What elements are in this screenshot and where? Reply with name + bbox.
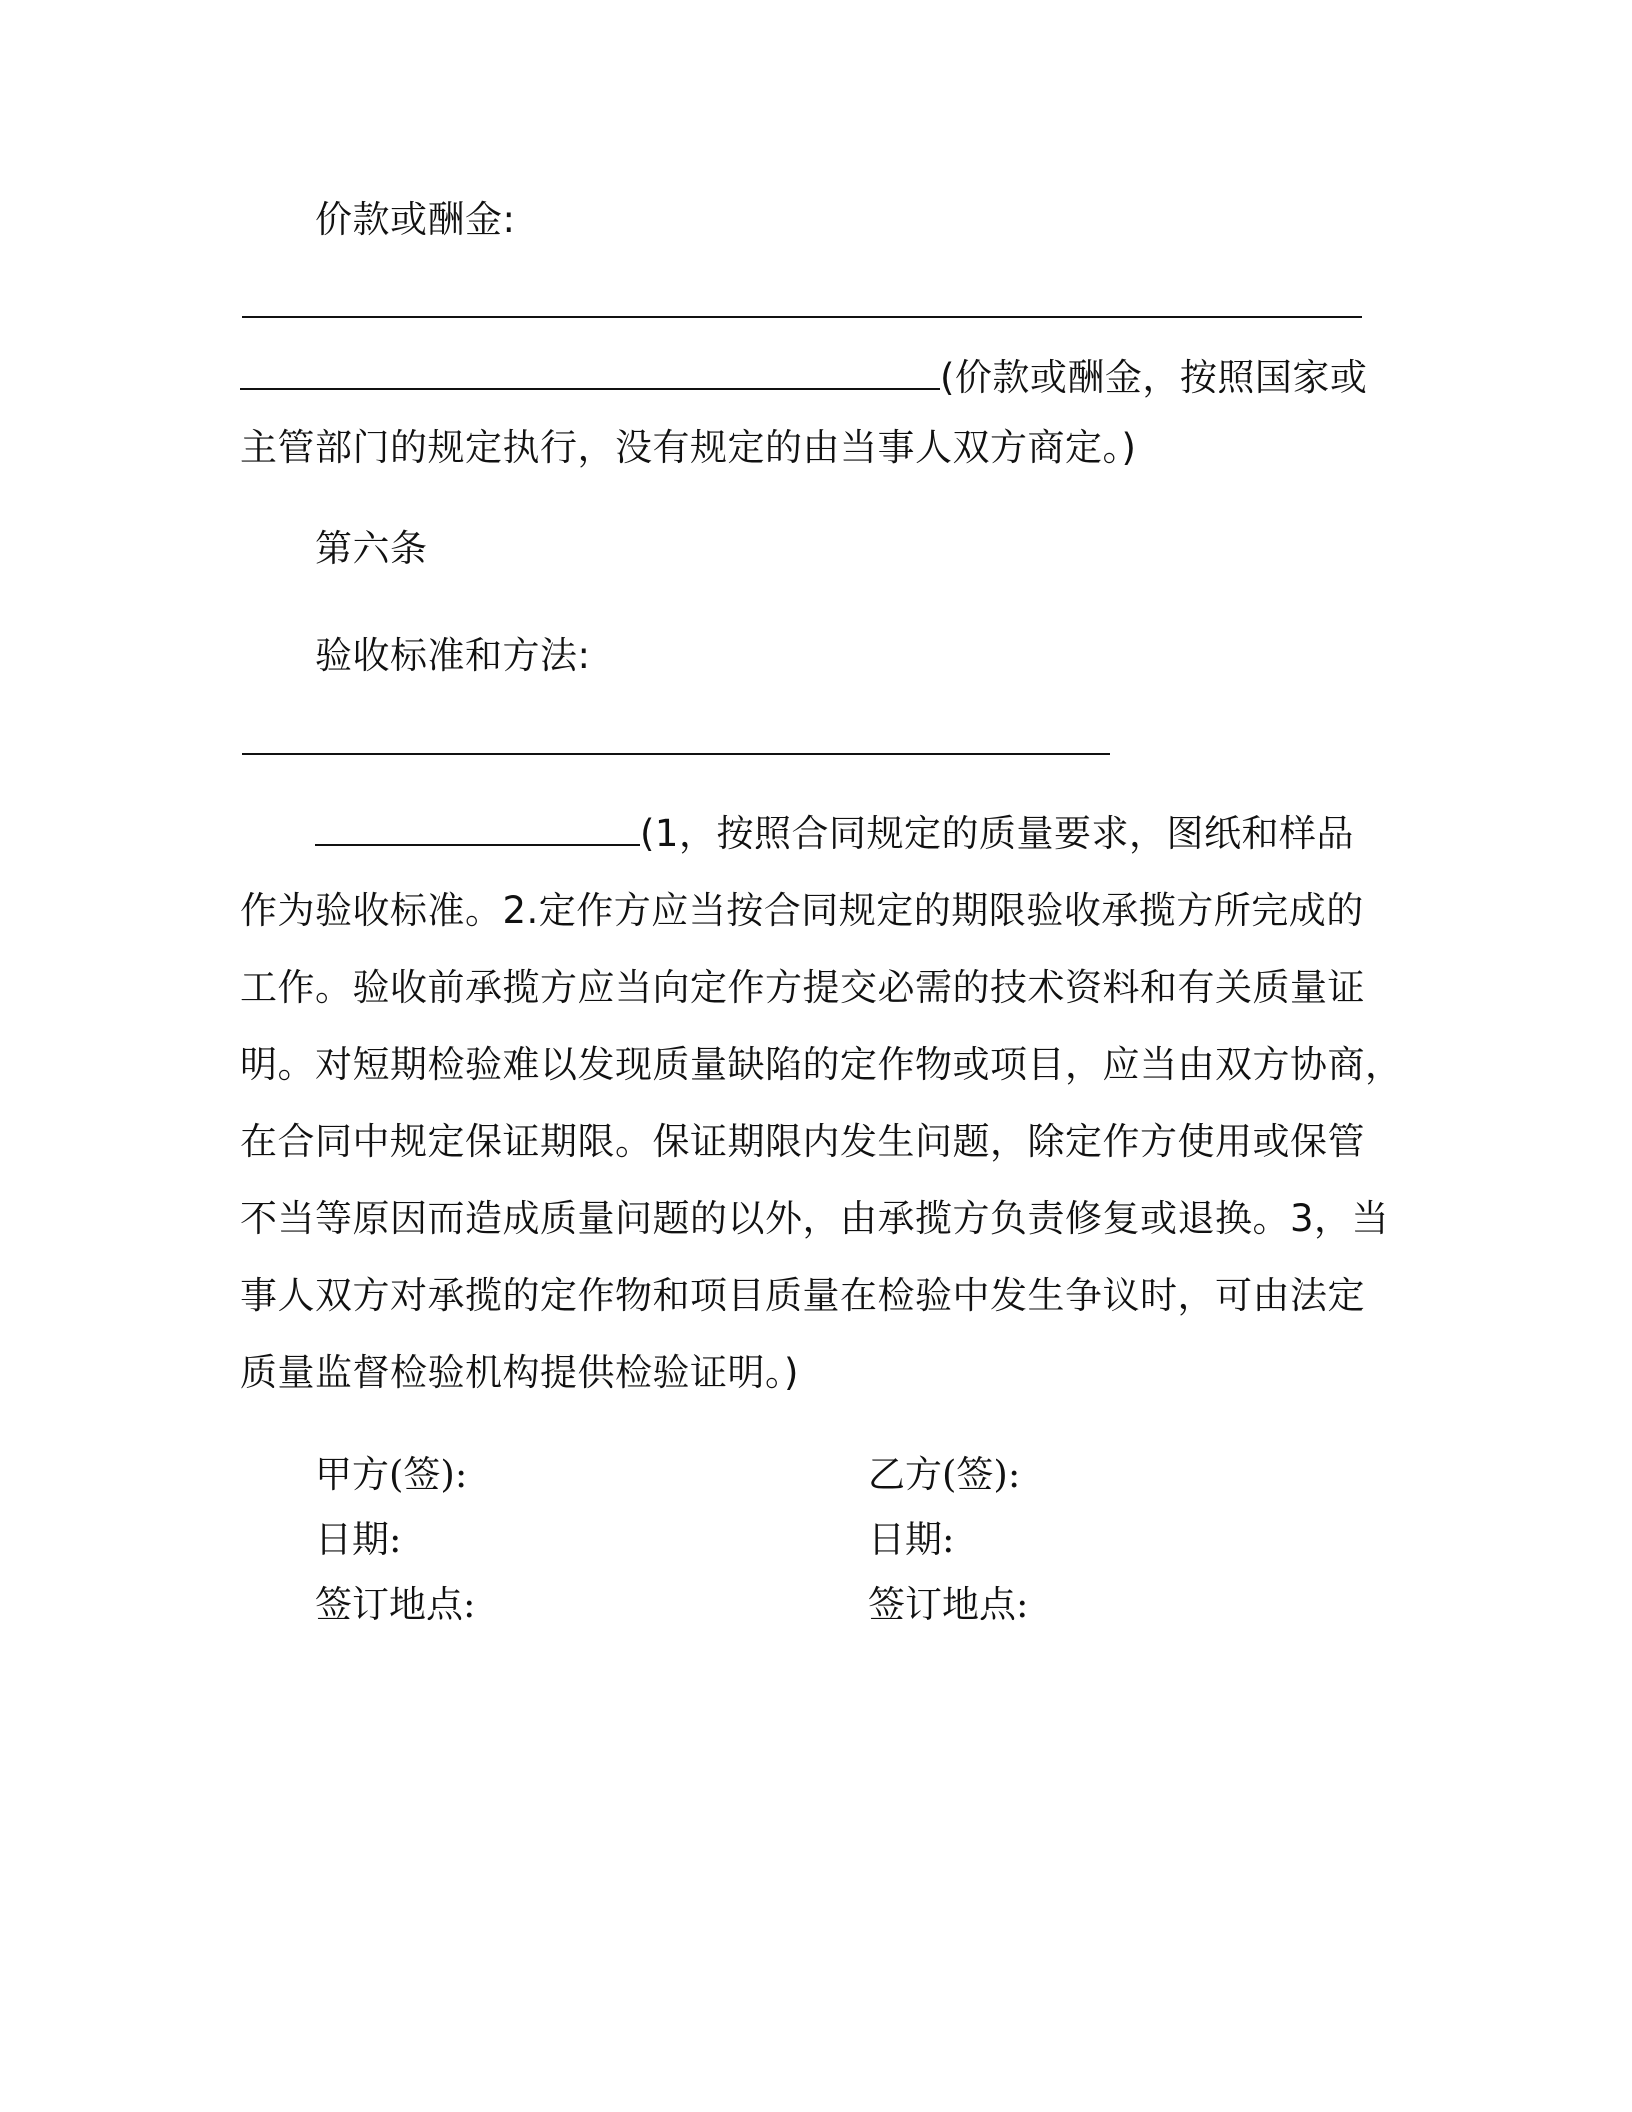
acceptance-blank-line-2 bbox=[315, 810, 640, 846]
acceptance-para-line-4: 明。对短期检验难以发现质量缺陷的定作物或项目，应当由双方协商， bbox=[240, 1043, 1403, 1086]
acceptance-para-line-1 bbox=[315, 810, 1354, 858]
acceptance-para-text-1: (1，按照合同规定的质量要求，图纸和样品 bbox=[640, 812, 1354, 855]
price-label: 价款或酬金: bbox=[315, 198, 516, 241]
party-b-date: 日期: bbox=[868, 1518, 955, 1561]
price-note-text-1: (价款或酬金，按照国家或 bbox=[940, 356, 1368, 399]
price-note-line-2: 主管部门的规定执行，没有规定的由当事人双方商定。) bbox=[240, 426, 1137, 469]
acceptance-label: 验收标准和方法: bbox=[315, 634, 591, 677]
acceptance-para-line-8: 质量监督检验机构提供检验证明。) bbox=[240, 1351, 799, 1394]
acceptance-para-line-2: 作为验收标准。2.定作方应当按合同规定的期限验收承揽方所完成的 bbox=[240, 889, 1364, 932]
party-a-place: 签订地点: bbox=[315, 1583, 476, 1626]
party-a-sign: 甲方(签): bbox=[315, 1453, 468, 1496]
acceptance-para-line-7: 事人双方对承揽的定作物和项目质量在检验中发生争议时，可由法定 bbox=[240, 1274, 1365, 1317]
price-blank-line-2 bbox=[240, 354, 940, 390]
article-six-heading: 第六条 bbox=[315, 527, 428, 570]
acceptance-para-line-6: 不当等原因而造成质量问题的以外，由承揽方负责修复或退换。3，当 bbox=[240, 1197, 1390, 1240]
price-note-line-1 bbox=[240, 354, 1367, 402]
party-b-place: 签订地点: bbox=[868, 1583, 1029, 1626]
acceptance-para-line-5: 在合同中规定保证期限。保证期限内发生问题，除定作方使用或保管 bbox=[240, 1120, 1365, 1163]
acceptance-blank-line-1 bbox=[242, 753, 1110, 755]
party-a-date: 日期: bbox=[315, 1518, 402, 1561]
acceptance-para-line-3: 工作。验收前承揽方应当向定作方提交必需的技术资料和有关质量证 bbox=[240, 966, 1365, 1009]
party-b-sign: 乙方(签): bbox=[868, 1453, 1021, 1496]
price-blank-line-1 bbox=[242, 316, 1362, 318]
